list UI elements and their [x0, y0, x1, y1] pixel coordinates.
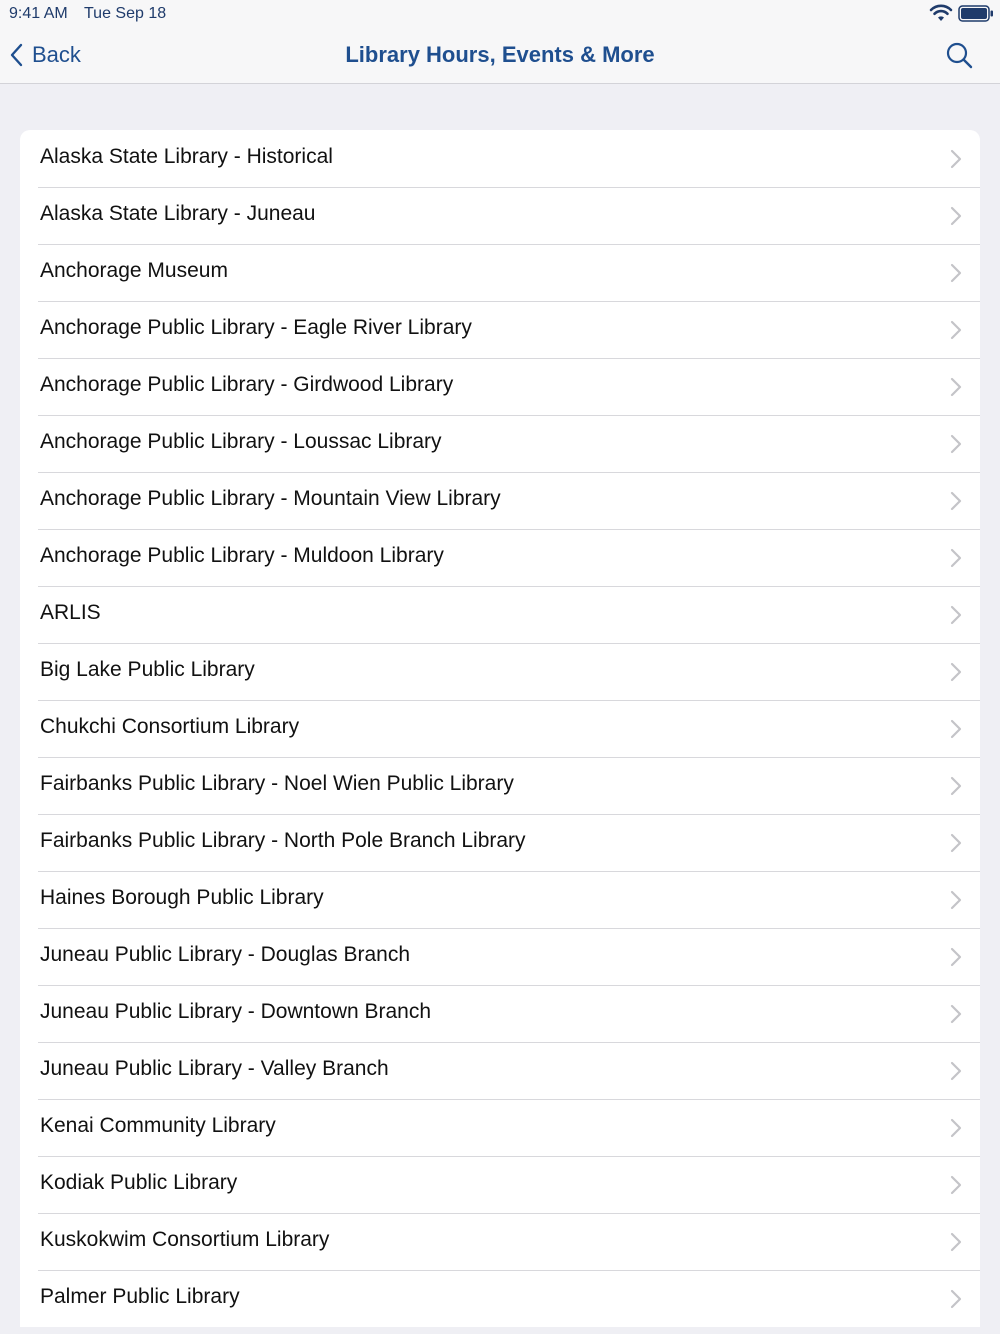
chevron-right-icon [950, 1289, 962, 1309]
list-item[interactable] [20, 130, 980, 187]
list-item-label: Anchorage Public Library - Girdwood Library [40, 373, 454, 396]
status-bar [0, 0, 1000, 28]
chevron-left-icon [8, 42, 26, 68]
library-list [20, 130, 980, 1327]
battery-icon [958, 5, 994, 22]
list-item-label: Haines Borough Public Library [40, 886, 324, 909]
chevron-right-icon [950, 491, 962, 511]
chevron-right-icon [950, 1061, 962, 1081]
list-item[interactable] [20, 586, 980, 643]
list-item[interactable] [20, 472, 980, 529]
list-item[interactable] [20, 757, 980, 814]
list-item[interactable] [20, 1099, 980, 1156]
chevron-right-icon [950, 1232, 962, 1252]
chevron-right-icon [950, 1175, 962, 1195]
chevron-right-icon [950, 320, 962, 340]
list-item[interactable] [20, 928, 980, 985]
chevron-right-icon [950, 1004, 962, 1024]
list-item-label: Alaska State Library - Historical [40, 145, 333, 168]
list-item-label: Fairbanks Public Library - North Pole Branch Library [40, 829, 526, 852]
list-item-label: Palmer Public Library [40, 1285, 240, 1308]
list-item-label: Big Lake Public Library [40, 658, 255, 681]
list-item-label: Anchorage Public Library - Loussac Library [40, 430, 442, 453]
chevron-right-icon [950, 833, 962, 853]
chevron-right-icon [950, 605, 962, 625]
list-item[interactable] [20, 1213, 980, 1270]
list-item[interactable] [20, 529, 980, 586]
back-label: Back [32, 42, 81, 67]
chevron-right-icon [950, 149, 962, 169]
chevron-right-icon [950, 1118, 962, 1138]
list-item-label: Kuskokwim Consortium Library [40, 1228, 330, 1251]
chevron-right-icon [950, 719, 962, 739]
list-item-label: Kodiak Public Library [40, 1171, 238, 1194]
list-item-label: Anchorage Public Library - Muldoon Library [40, 544, 444, 567]
list-item-label: Anchorage Public Library - Mountain View Library [40, 487, 501, 510]
list-item[interactable] [20, 700, 980, 757]
list-item-label: Fairbanks Public Library - Noel Wien Public Library [40, 772, 514, 795]
list-item-label: ARLIS [40, 601, 101, 624]
list-item[interactable] [20, 1042, 980, 1099]
list-item[interactable] [20, 244, 980, 301]
list-item-label: Juneau Public Library - Valley Branch [40, 1057, 389, 1080]
list-item[interactable] [20, 415, 980, 472]
list-item[interactable] [20, 187, 980, 244]
chevron-right-icon [950, 662, 962, 682]
chevron-right-icon [950, 776, 962, 796]
navigation-bar [0, 28, 1000, 84]
chevron-right-icon [950, 548, 962, 568]
list-item[interactable] [20, 871, 980, 928]
list-item[interactable] [20, 358, 980, 415]
back-button[interactable] [8, 38, 81, 72]
chevron-right-icon [950, 890, 962, 910]
list-item-label: Juneau Public Library - Douglas Branch [40, 943, 411, 966]
chevron-right-icon [950, 947, 962, 967]
status-time: 9:41 AM [9, 5, 68, 22]
search-icon[interactable] [944, 40, 974, 70]
list-item-label: Kenai Community Library [40, 1114, 276, 1137]
list-item[interactable] [20, 301, 980, 358]
chevron-right-icon [950, 377, 962, 397]
chevron-right-icon [950, 434, 962, 454]
list-item[interactable] [20, 1156, 980, 1213]
list-item[interactable] [20, 985, 980, 1042]
chevron-right-icon [950, 263, 962, 283]
list-item-label: Alaska State Library - Juneau [40, 202, 316, 225]
list-item[interactable] [20, 643, 980, 700]
list-item-label: Juneau Public Library - Downtown Branch [40, 1000, 432, 1023]
list-item-label: Anchorage Public Library - Eagle River Library [40, 316, 472, 339]
list-item[interactable] [20, 814, 980, 871]
list-item-label: Anchorage Museum [40, 259, 228, 282]
wifi-icon [929, 4, 953, 22]
list-item[interactable] [20, 1270, 980, 1327]
status-date: Tue Sep 18 [84, 5, 167, 22]
list-item-label: Chukchi Consortium Library [40, 715, 300, 738]
chevron-right-icon [950, 206, 962, 226]
page-title: Library Hours, Events & More [345, 42, 655, 67]
